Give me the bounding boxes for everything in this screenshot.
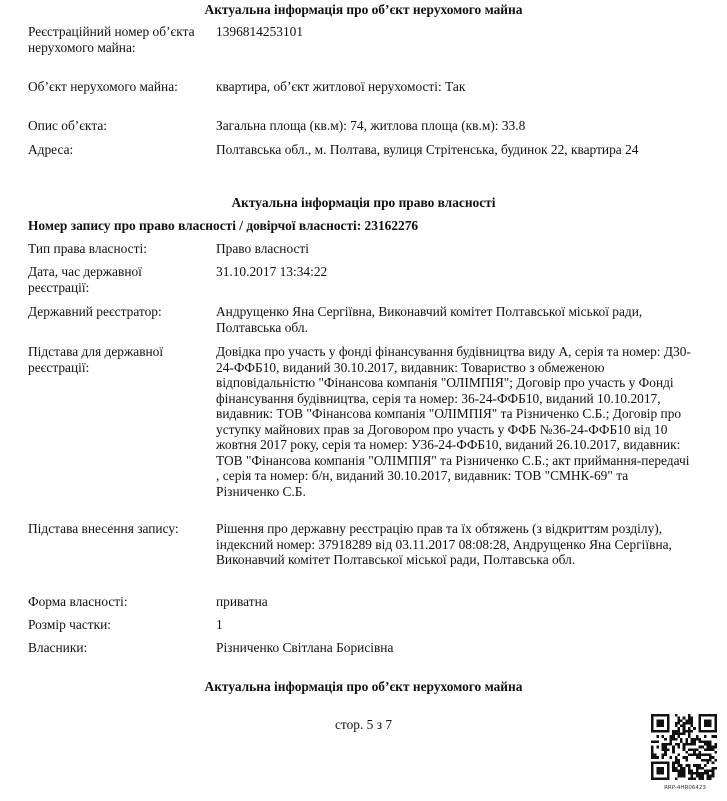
row-label: Форма власності: (28, 594, 128, 609)
row-label: Підстава для державної реєстрації: (28, 344, 164, 375)
row-label: Державний реєстратор: (28, 304, 162, 319)
row-value: Рішення про державну реєстрацію прав та їх обтяжень (з відкриттям розділу), індексний номер: 37918289 від 03.11.2017 08:08:28, Андрущенко Яна Сергіївна, Виконавчий комітет Полтавської міської ради, Полтавська обл. (216, 521, 672, 567)
row-value: Право власності (216, 241, 310, 256)
row-value: Довідка про участь у фонді фінансування будівництва виду А, серія та номер: Д30-24-ФФБ10, виданий 30.10.2017, видавник: Товариство з обмеженою відповідальністю "Фінансова компанія "ОЛІМПІЯ"; Договір про участь у Фонді фінансування будівництва, серія та номер: 36-24-ФФБ10, виданий 10.10.2017, видавник: ТОВ "Фінансова компанія "ОЛІМПІЯ" та Різниченко С.Б.; Договір про уступку майнових прав за Договором про участь у ФФБ №36-24-ФФБ10 від 10 жовтня 2017 року, серія та номер: У36-24-ФФБ10, виданий 26.10.2017, видавник: ТОВ "Фінансова компанія "ОЛІМПІЯ" та Різниченко С.Б.; акт приймання-передачі , серія та номер: б/н, виданий 30.10.2017, видавник: ТОВ "СМНК-69" та Різниченко С.Б. (216, 344, 691, 499)
row-label: Адреса: (28, 142, 74, 157)
row-label: Розмір частки: (28, 617, 112, 632)
row-label: Об’єкт нерухомого майна: (28, 79, 178, 94)
row-label: Реєстраційний номер об’єкта нерухомого майна: (28, 24, 195, 55)
row-value: Загальна площа (кв.м): 74, житлова площа (кв.м): 33.8 (216, 118, 526, 133)
ownership-section-heading: Актуальна інформація про право власності (231, 195, 496, 210)
row-label: Тип права власності: (28, 241, 147, 256)
row-value: Різниченко Світлана Борисівна (216, 640, 394, 655)
row-label: Дата, час державної реєстрації: (28, 264, 142, 295)
row-label: Опис об’єкта: (28, 118, 108, 133)
qr-caption: RRP-4HR06423 (664, 785, 706, 791)
row-value: квартира, об’єкт житлової нерухомості: Так (216, 79, 466, 94)
row-value: приватна (216, 594, 268, 609)
row-value: Полтавська обл., м. Полтава, вулиця Стрітенська, будинок 22, квартира 24 (216, 142, 639, 157)
row-label: Підстава внесення запису: (28, 521, 179, 536)
ownership-record-title: Номер запису про право власності / довірчої власності: 23162276 (28, 218, 419, 233)
row-value: Андрущенко Яна Сергіївна, Виконавчий комітет Полтавської міської ради, Полтавська обл. (216, 304, 643, 335)
page-number: стор. 5 з 7 (334, 717, 393, 732)
row-value: 31.10.2017 13:34:22 (216, 264, 328, 279)
row-label: Власники: (28, 640, 88, 655)
object-section-heading: Актуальна інформація про об’єкт нерухомого майна (204, 2, 523, 17)
next-section-heading: Актуальна інформація про об’єкт нерухомого майна (204, 679, 523, 694)
qr-code-icon (651, 714, 717, 780)
row-value: 1 (216, 617, 223, 632)
row-value: 1396814253101 (216, 24, 304, 39)
